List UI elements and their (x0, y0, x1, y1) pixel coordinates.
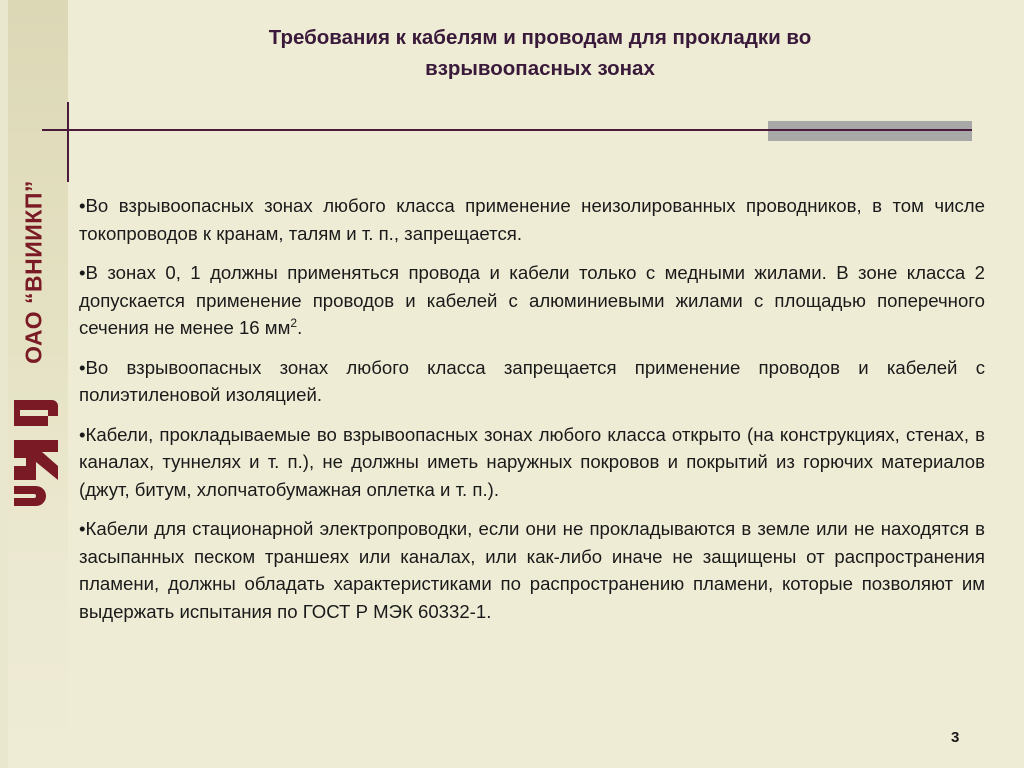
paragraph-2-end: . (297, 317, 303, 338)
accent-bar (768, 121, 972, 141)
paragraph-4: •Кабели, прокладываемые во взрывоопасных зонах любого класса открыто (на конструкциях, стенах, в каналах, туннелях и т. п.), не должны иметь наружных покровов и покрытий из горючих материалов (джут, битум, хлопчатобумажная оплетка и т. п.). (79, 423, 985, 500)
title-line-1: Требования к кабелям и проводам для прокладки во (268, 26, 812, 49)
slide-title (120, 22, 960, 84)
page-number: 3 (951, 729, 960, 746)
org-name: ОАО “ВНИИКП” (20, 180, 47, 364)
vertical-divider (67, 102, 69, 182)
paragraph-5: •Кабели для стационарной электропроводки, если они не прокладываются в земле или не находятся в засыпанных песком траншеях или каналах, или как-либо иначе не защищены от распространения пламени, должны обладать характеристиками по распространению пламени, которые позволяют им выдержать испытания по ГОСТ Р МЭК 60332-1. (79, 518, 985, 622)
paragraph-1: •Во взрывоопасных зонах любого класса применение неизолированных проводников, в том числе токопроводов к кранам, талям и т. п., запрещается. (79, 195, 985, 244)
content-body (79, 192, 985, 637)
sidebar-band (0, 0, 68, 768)
paragraph-3: •Во взрывоопасных зонах любого класса запрещается применение проводов и кабелей с полиэтиленовой изоляцией. (79, 356, 985, 405)
company-logo (8, 392, 60, 510)
superscript-2: 2 (290, 315, 298, 330)
paragraph-2 (79, 259, 985, 342)
title-line-2: взрывоопасных зонах (425, 57, 655, 80)
paragraph-2-text: •В зонах 0, 1 должны применяться провода и кабели только с медными жилами. В зоне класса 2 допускается применение проводов и кабелей с алюминиевыми жилами с площадью поперечного сечения не менее 16 мм (79, 262, 985, 338)
accent-bar-line (768, 129, 972, 131)
